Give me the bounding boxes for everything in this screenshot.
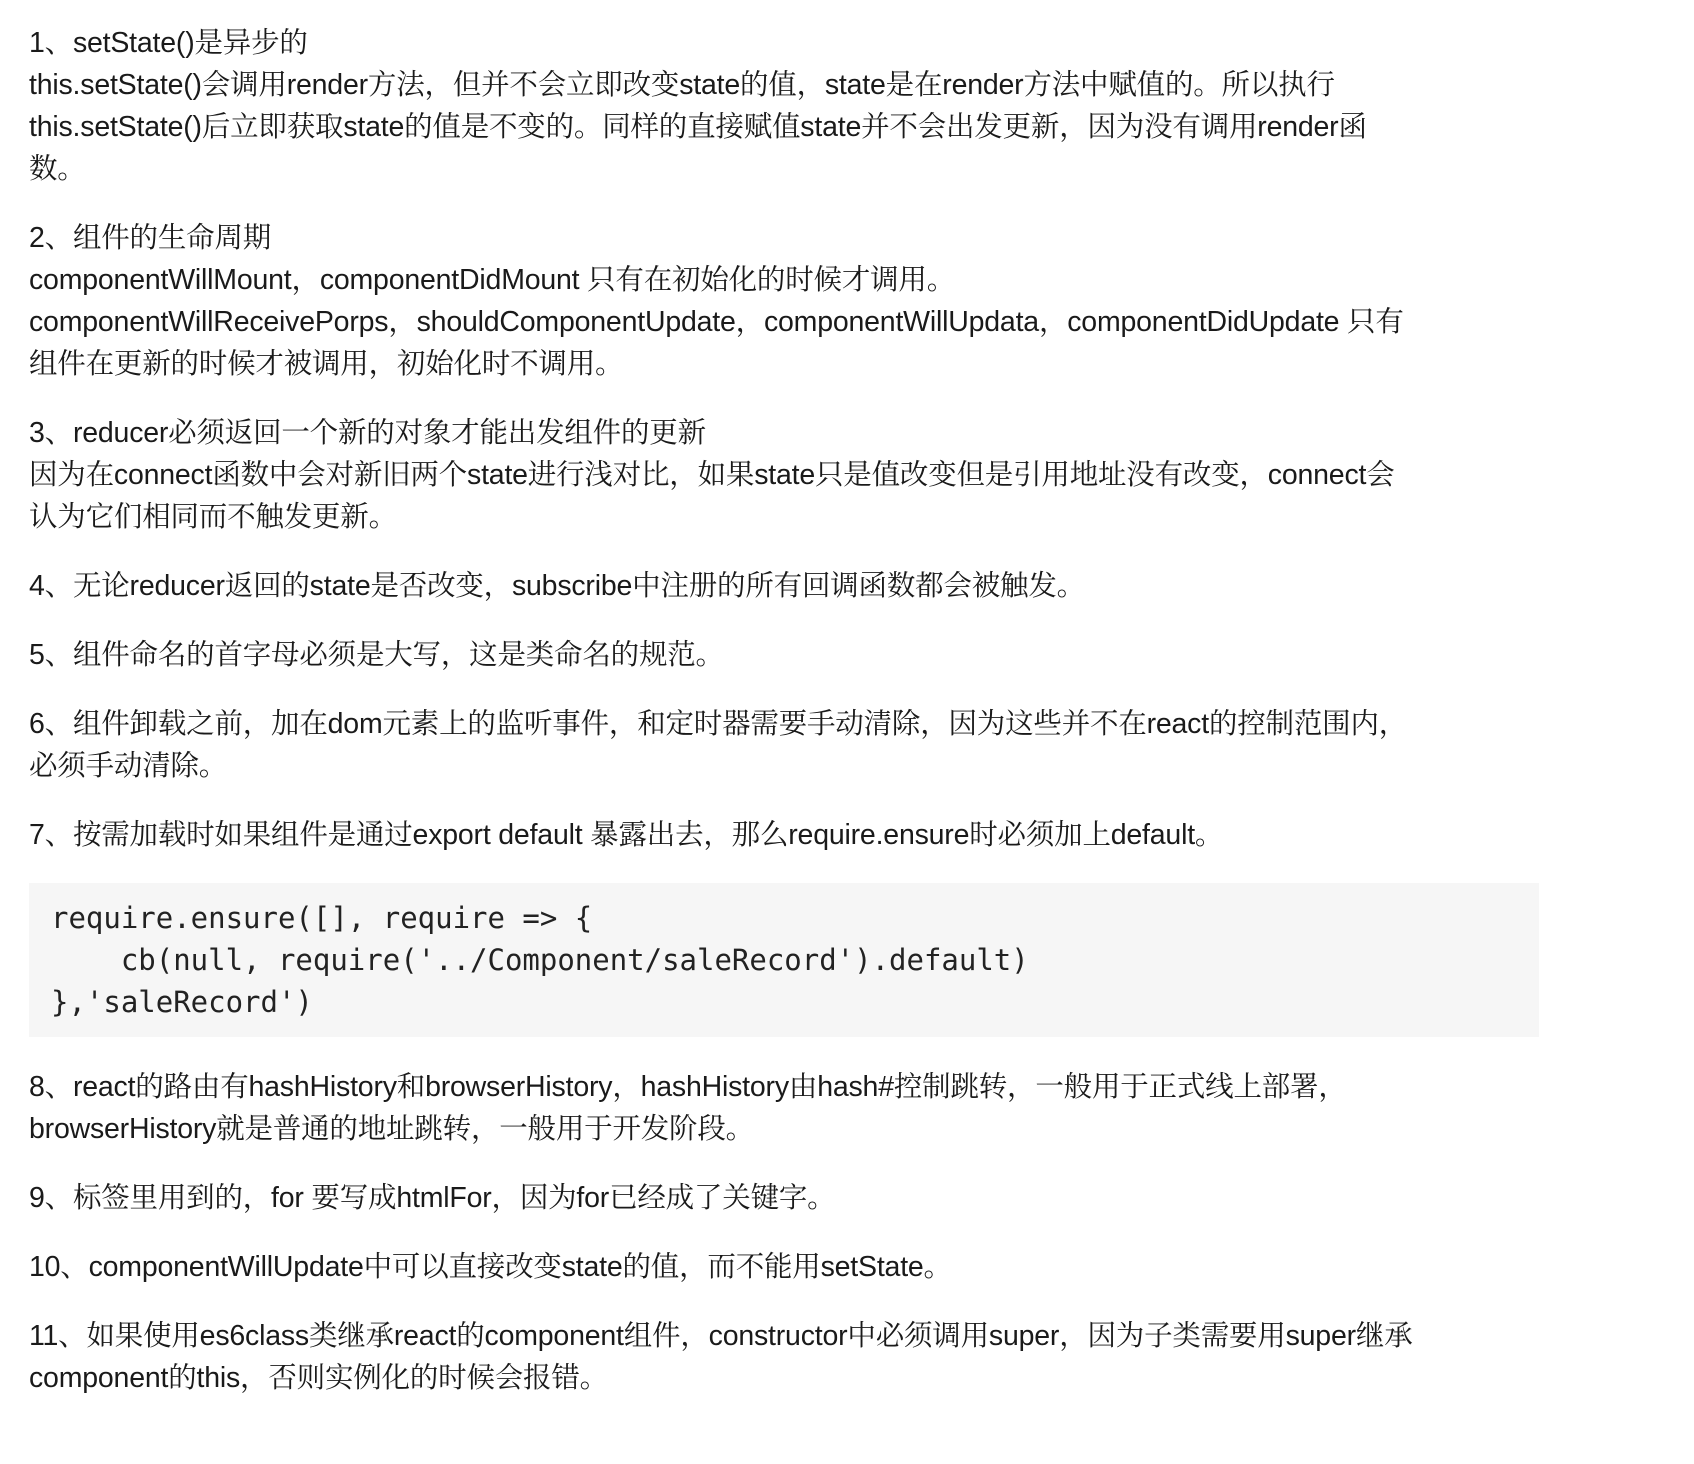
note-5 — [29, 634, 1559, 676]
note-2-text-line: 组件在更新的时候才被调用，初始化时不调用。 — [29, 348, 624, 380]
note-3-text-line: 因为在connect函数中会对新旧两个state进行浅对比，如果state只是值改变但是引用地址没有改变，connect会 — [29, 459, 1395, 491]
note-8 — [29, 1066, 1559, 1150]
note-6 — [29, 703, 1559, 787]
note-1-heading: 1、setState()是异步的 — [29, 27, 308, 59]
note-9 — [29, 1177, 1559, 1219]
note-9-text: 9、标签里用到的，for 要写成htmlFor，因为for已经成了关键字。 — [29, 1182, 836, 1214]
note-8-text-line: browserHistory就是普通的地址跳转，一般用于开发阶段。 — [29, 1113, 754, 1145]
note-2 — [29, 217, 1559, 385]
note-11 — [29, 1315, 1559, 1399]
note-2-text-line: componentWillMount，componentDidMount 只有在初始化的时候才调用。 — [29, 264, 956, 296]
note-3-text-line: 认为它们相同而不触发更新。 — [29, 501, 397, 533]
note-1-text-line: this.setState()会调用render方法，但并不会立即改变state的值，state是在render方法中赋值的。所以执行 — [29, 69, 1335, 101]
note-7-text: 7、按需加载时如果组件是通过export default 暴露出去，那么require.ensure时必须加上default。 — [29, 819, 1224, 851]
note-4 — [29, 565, 1559, 607]
note-3-heading: 3、reducer必须返回一个新的对象才能出发组件的更新 — [29, 417, 706, 449]
note-5-text: 5、组件命名的首字母必须是大写，这是类命名的规范。 — [29, 639, 724, 671]
note-2-heading: 2、组件的生命周期 — [29, 222, 272, 254]
note-6-text-line: 6、组件卸载之前，加在dom元素上的监听事件，和定时器需要手动清除，因为这些并不在react的控制范围内， — [29, 708, 1408, 740]
article — [29, 22, 1559, 1426]
note-7 — [29, 814, 1559, 856]
note-10-text: 10、componentWillUpdate中可以直接改变state的值，而不能用setState。 — [29, 1251, 952, 1283]
note-1-text-line: this.setState()后立即获取state的值是不变的。同样的直接赋值state并不会出发更新，因为没有调用render函 — [29, 111, 1367, 143]
code-line: },'saleRecord') — [51, 985, 313, 1019]
note-11-text-line: component的this，否则实例化的时候会报错。 — [29, 1362, 608, 1394]
note-1-text-line: 数。 — [29, 153, 86, 185]
note-11-text-line: 11、如果使用es6class类继承react的component组件，constructor中必须调用super，因为子类需要用super继承 — [29, 1320, 1413, 1352]
note-8-text-line: 8、react的路由有hashHistory和browserHistory，hashHistory由hash#控制跳转，一般用于正式线上部署， — [29, 1071, 1347, 1103]
note-1 — [29, 22, 1559, 190]
code-block — [29, 883, 1539, 1037]
code-line: cb(null, require('../Component/saleRecord').default) — [51, 943, 1029, 977]
note-10 — [29, 1246, 1559, 1288]
note-6-text-line: 必须手动清除。 — [29, 750, 228, 782]
note-4-text: 4、无论reducer返回的state是否改变，subscribe中注册的所有回调函数都会被触发。 — [29, 570, 1085, 602]
code-line: require.ensure([], require => { — [51, 901, 593, 935]
note-2-text-line: componentWillReceivePorps，shouldComponentUpdate，componentWillUpdata，componentDidUpdate 只有 — [29, 306, 1404, 338]
note-3 — [29, 412, 1559, 538]
